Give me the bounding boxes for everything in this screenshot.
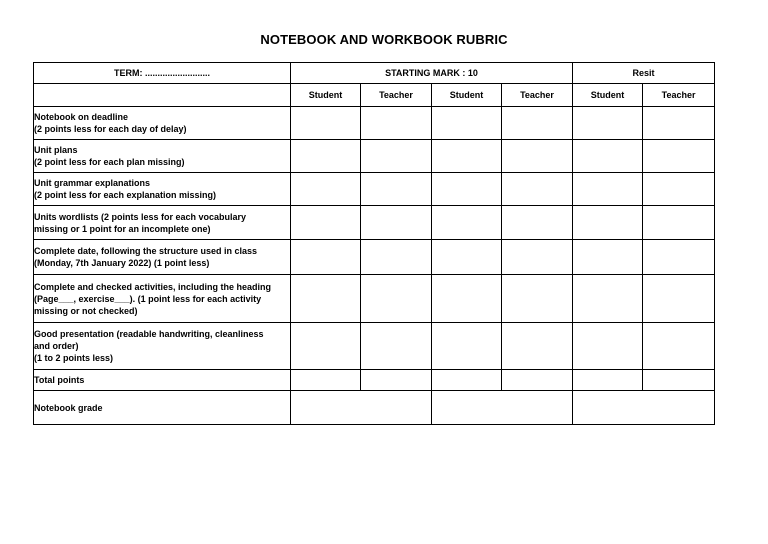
subheader-teacher-2: Teacher: [502, 84, 573, 107]
score-cell[interactable]: [502, 275, 573, 323]
starting-mark-header: STARTING MARK : 10: [291, 63, 573, 84]
subheader-teacher-resit: Teacher: [643, 84, 715, 107]
score-cell[interactable]: [291, 107, 361, 140]
criterion-text-line: (Page___, exercise___). (1 point less for each activity: [34, 293, 262, 304]
score-cell[interactable]: [291, 173, 361, 206]
criterion-text-line: Complete and checked activities, including the heading: [34, 281, 272, 292]
criterion-text-line: Notebook on deadline: [34, 112, 129, 122]
criterion-text-line: missing or not checked): [34, 305, 138, 316]
rubric-table: [33, 62, 715, 425]
criterion-row: [34, 275, 715, 323]
criterion-label: [34, 140, 291, 173]
resit-header: Resit: [573, 63, 715, 84]
criterion-text-line: Good presentation (readable handwriting, cleanliness: [34, 329, 264, 339]
total-points-cell[interactable]: [432, 370, 502, 391]
criterion-row: [34, 173, 715, 206]
score-cell[interactable]: [502, 173, 573, 206]
score-cell[interactable]: [573, 107, 643, 140]
score-cell[interactable]: [573, 323, 643, 370]
criterion-row: [34, 323, 715, 370]
total-points-row: [34, 370, 715, 391]
subheader-student-2: Student: [432, 84, 502, 107]
score-cell[interactable]: [643, 107, 715, 140]
score-cell[interactable]: [432, 240, 502, 275]
total-points-cell[interactable]: [291, 370, 361, 391]
score-cell[interactable]: [291, 140, 361, 173]
score-cell[interactable]: [573, 140, 643, 173]
score-cell[interactable]: [291, 323, 361, 370]
total-points-cell[interactable]: [573, 370, 643, 391]
criterion-text-line: (2 point less for each explanation missing): [34, 190, 217, 200]
subheader-student-resit: Student: [573, 84, 643, 107]
criterion-row: [34, 206, 715, 240]
score-cell[interactable]: [502, 206, 573, 240]
score-cell[interactable]: [573, 275, 643, 323]
score-cell[interactable]: [573, 206, 643, 240]
score-cell[interactable]: [502, 107, 573, 140]
notebook-grade-cell[interactable]: [432, 391, 573, 425]
score-cell[interactable]: [361, 140, 432, 173]
notebook-grade-cell[interactable]: [573, 391, 715, 425]
criterion-row: [34, 107, 715, 140]
total-points-cell[interactable]: [361, 370, 432, 391]
subheader-teacher-1: Teacher: [361, 84, 432, 107]
score-cell[interactable]: [502, 240, 573, 275]
score-cell[interactable]: [643, 140, 715, 173]
page-title: NOTEBOOK AND WORKBOOK RUBRIC: [260, 32, 508, 47]
header-row-main: [34, 63, 715, 84]
criterion-text-line: Unit plans: [34, 145, 78, 155]
score-cell[interactable]: [643, 206, 715, 240]
score-cell[interactable]: [361, 275, 432, 323]
score-cell[interactable]: [573, 173, 643, 206]
criterion-label: [34, 173, 291, 206]
notebook-grade-label: Notebook grade: [34, 391, 291, 425]
score-cell[interactable]: [432, 140, 502, 173]
total-points-label: Total points: [34, 370, 291, 391]
criterion-text-line: (1 to 2 points less): [34, 353, 114, 363]
criterion-label: [34, 275, 291, 323]
header-row-sub: [34, 84, 715, 107]
subheader-student-1: Student: [291, 84, 361, 107]
criterion-text-line: Unit grammar explanations: [34, 178, 151, 188]
score-cell[interactable]: [291, 206, 361, 240]
score-cell[interactable]: [432, 173, 502, 206]
criterion-text-line: (2 point less for each plan missing): [34, 157, 185, 167]
score-cell[interactable]: [643, 173, 715, 206]
criterion-text-line: and order): [34, 341, 79, 351]
score-cell[interactable]: [643, 240, 715, 275]
score-cell[interactable]: [573, 240, 643, 275]
criterion-text-line: Units wordlists (2 points less for each vocabulary: [34, 211, 247, 222]
score-cell[interactable]: [502, 140, 573, 173]
criterion-label: [34, 107, 291, 140]
score-cell[interactable]: [291, 240, 361, 275]
score-cell[interactable]: [361, 173, 432, 206]
score-cell[interactable]: [361, 206, 432, 240]
score-cell[interactable]: [361, 107, 432, 140]
score-cell[interactable]: [432, 107, 502, 140]
score-cell[interactable]: [361, 240, 432, 275]
criterion-text-line: (Monday, 7th January 2022) (1 point less): [34, 258, 210, 268]
blank-header-cell: [34, 84, 291, 107]
score-cell[interactable]: [643, 323, 715, 370]
criterion-text-line: (2 points less for each day of delay): [34, 124, 187, 134]
criterion-row: [34, 140, 715, 173]
criterion-text-line: missing or 1 point for an incomplete one): [34, 223, 211, 234]
term-header: TERM: ..........................: [34, 63, 291, 84]
score-cell[interactable]: [432, 206, 502, 240]
score-cell[interactable]: [432, 275, 502, 323]
criterion-label: [34, 206, 291, 240]
total-points-cell[interactable]: [643, 370, 715, 391]
notebook-grade-row: [34, 391, 715, 425]
criterion-label: [34, 240, 291, 275]
criterion-text-line: Complete date, following the structure used in class: [34, 246, 258, 256]
score-cell[interactable]: [432, 323, 502, 370]
score-cell[interactable]: [502, 323, 573, 370]
score-cell[interactable]: [361, 323, 432, 370]
criterion-row: [34, 240, 715, 275]
score-cell[interactable]: [643, 275, 715, 323]
total-points-cell[interactable]: [502, 370, 573, 391]
score-cell[interactable]: [291, 275, 361, 323]
criterion-label: [34, 323, 291, 370]
notebook-grade-cell[interactable]: [291, 391, 432, 425]
